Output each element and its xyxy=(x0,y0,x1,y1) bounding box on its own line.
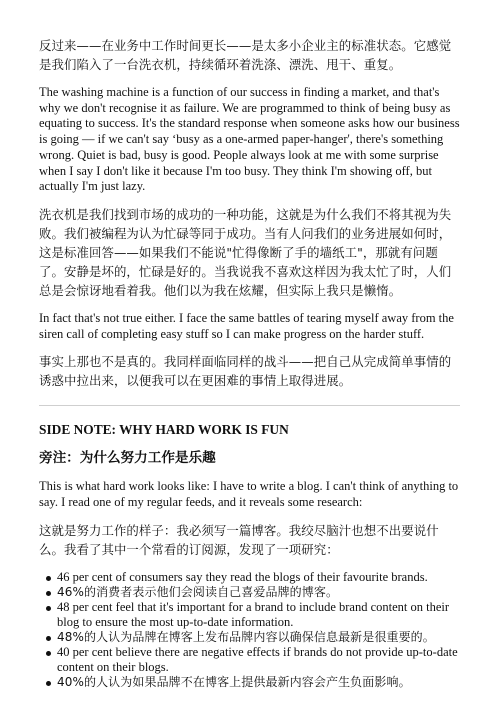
side-note-intro-zh: 这就是努力工作的样子：我必须写一篇博客。我绞尽脑汁也想不出要说什么。我看了其中一个常看的订阅源，发现了一项研究： xyxy=(39,522,439,557)
bullet-item: 40 per cent believe there are negative effects if brands do not provide up-to-date content on their blogs. xyxy=(57,645,460,675)
side-note-title-en: SIDE NOTE: WHY HARD WORK IS FUN xyxy=(39,422,289,438)
paragraph-zh-1: 反过来——在业务中工作时间更长——是太多小企业主的标准状态。它感觉是我们陷入了一台洗衣机，持续循环着洗涤、漂洗、甩干、重复。 xyxy=(39,38,452,72)
bullet-item: 46%的消费者表示他们会阅读自己喜爱品牌的博客。 xyxy=(57,585,460,600)
paragraph-en-2: The washing machine is a function of our success in finding a market, and that's why we don't recognise it as failure. We are programmed to think of being busy as equating to success. It's the standard response when someone asks how our business is going — if we can't say ‘busy as a one-armed paper-hanger', there's something wrong. Quiet is bad, busy is good. People always look at me with some surprise when I say I don't like it because I'm too busy. They think I'm showing off, but actually I'm just lazy. xyxy=(39,85,460,194)
research-bullet-list xyxy=(39,570,460,690)
bullet-item: 48 per cent feel that it's important for a brand to include brand content on their blog to ensure the most up-to-date information. xyxy=(57,600,460,630)
side-note-title-zh: 旁注：为什么努力工作是乐趣 xyxy=(39,450,216,467)
bullet-item: 40%的人认为如果品牌不在博客上提供最新内容会产生负面影响。 xyxy=(57,675,460,690)
bullet-item: 46 per cent of consumers say they read the blogs of their favourite brands. xyxy=(57,570,460,585)
paragraph-zh-5: 事实上那也不是真的。我同样面临同样的战斗——把自己从完成简单事情的诱惑中拉出来，以便我可以在更困难的事情上取得进展。 xyxy=(39,354,452,389)
document-page xyxy=(39,36,460,690)
paragraph-en-4: In fact that's not true either. I face the same battles of tearing myself away from the siren call of completing easy stuff so I can make progress on the harder stuff. xyxy=(39,310,454,341)
side-note-intro-en: This is what hard work looks like: I have to write a blog. I can't think of anything to say. I read one of my regular feeds, and it reveals some research: xyxy=(39,479,459,510)
section-divider xyxy=(39,405,460,406)
bullet-item: 48%的人认为品牌在博客上发布品牌内容以确保信息最新是很重要的。 xyxy=(57,630,460,645)
paragraph-zh-3: 洗衣机是我们找到市场的成功的一种功能，这就是为什么我们不将其视为失败。我们被编程为认为忙碌等同于成功。当有人问我们的业务进展如何时，这是标准回答——如果我们不能说"忙得像断了手的墙纸工"，那就有问题了。安静是坏的，忙碌是好的。当我说我不喜欢这样因为我太忙了时，人们总是会惊讶地看着我。他们以为我在炫耀，但实际上我只是懒惰。 xyxy=(39,206,452,298)
